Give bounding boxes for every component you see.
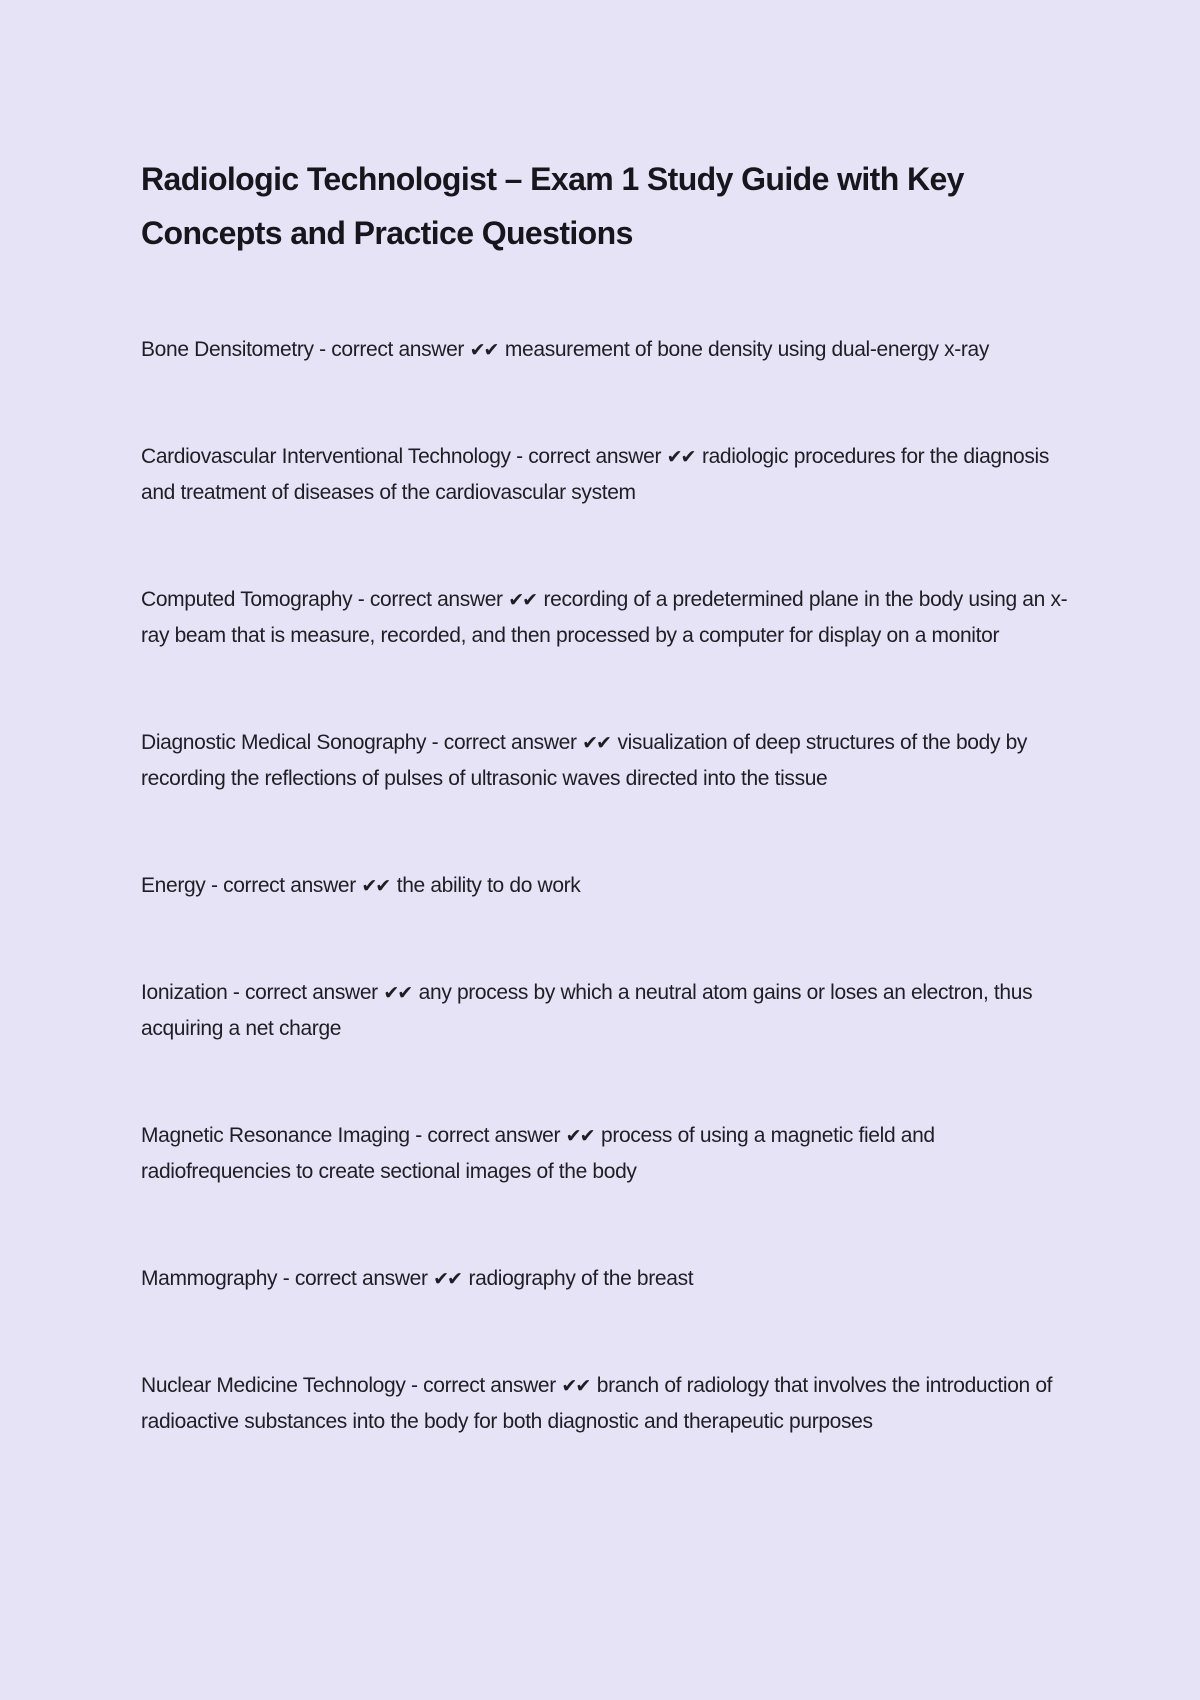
entry-ionization bbox=[141, 975, 1071, 1047]
entry-separator: - correct answer bbox=[405, 1374, 562, 1397]
entry-definition: any process by which a neutral atom gains or loses an electron, thus acquiring a net charge bbox=[141, 981, 1033, 1040]
entry-term: Magnetic Resonance Imaging bbox=[141, 1124, 410, 1147]
check-icon: ✔✔ bbox=[565, 1125, 594, 1147]
entry-separator: - correct answer bbox=[352, 588, 509, 611]
entry-nuclear-medicine-technology bbox=[141, 1368, 1071, 1440]
check-icon: ✔✔ bbox=[433, 1268, 461, 1290]
entry-term: Ionization bbox=[141, 981, 228, 1004]
entry-mammography bbox=[141, 1261, 1071, 1297]
entry-bone-densitometry bbox=[141, 332, 1071, 368]
check-icon: ✔✔ bbox=[383, 982, 412, 1004]
document-title: Radiologic Technologist – Exam 1 Study Guide with Key Concepts and Practice Questions bbox=[141, 161, 964, 251]
entry-separator: - correct answer bbox=[426, 731, 583, 754]
entry-term: Computed Tomography bbox=[141, 588, 353, 611]
entry-definition: branch of radiology that involves the introduction of radioactive substances into the body for both diagnostic and therapeutic purposes bbox=[141, 1374, 1053, 1433]
entry-definition: visualization of deep structures of the body by recording the reflections of pulses of ultrasonic waves directed into the tissue bbox=[141, 731, 1028, 790]
entry-term: Mammography bbox=[141, 1267, 278, 1290]
entry-cardiovascular-interventional-technology bbox=[141, 439, 1071, 511]
entry-energy bbox=[141, 868, 1071, 904]
entry-separator: - correct answer bbox=[510, 445, 667, 468]
check-icon: ✔✔ bbox=[561, 1375, 590, 1397]
entry-definition: radiologic procedures for the diagnosis and treatment of diseases of the cardiovascular system bbox=[141, 445, 1049, 504]
entry-diagnostic-medical-sonography bbox=[141, 725, 1071, 797]
entry-term: Energy bbox=[141, 874, 206, 897]
entry-separator: - correct answer bbox=[313, 338, 470, 361]
entry-separator: - correct answer bbox=[227, 981, 384, 1004]
entry-term: Nuclear Medicine Technology bbox=[141, 1374, 406, 1397]
entry-term: Diagnostic Medical Sonography bbox=[141, 731, 427, 754]
entry-separator: - correct answer bbox=[409, 1124, 566, 1147]
entry-definition: measurement of bone density using dual-energy x-ray bbox=[504, 338, 989, 361]
entry-definition: process of using a magnetic field and radiofrequencies to create sectional images of the body bbox=[141, 1124, 935, 1183]
entry-definition: the ability to do work bbox=[396, 874, 581, 897]
check-icon: ✔✔ bbox=[508, 589, 537, 611]
check-icon: ✔✔ bbox=[666, 446, 695, 468]
entry-magnetic-resonance-imaging bbox=[141, 1118, 1071, 1190]
entry-term: Cardiovascular Interventional Technology bbox=[141, 445, 511, 468]
entry-definition: recording of a predetermined plane in the body using an x-ray beam that is measure, recorded, and then processed by a computer for display on a monitor bbox=[141, 588, 1068, 647]
check-icon: ✔✔ bbox=[361, 875, 390, 897]
check-icon: ✔✔ bbox=[469, 339, 498, 361]
entry-list bbox=[141, 332, 1070, 1440]
entry-separator: - correct answer bbox=[205, 874, 362, 897]
entry-definition: radiography of the breast bbox=[468, 1267, 694, 1290]
entry-term: Bone Densitometry bbox=[141, 338, 314, 361]
entry-computed-tomography bbox=[141, 582, 1071, 654]
entry-separator: - correct answer bbox=[277, 1267, 434, 1290]
check-icon: ✔✔ bbox=[582, 732, 610, 754]
